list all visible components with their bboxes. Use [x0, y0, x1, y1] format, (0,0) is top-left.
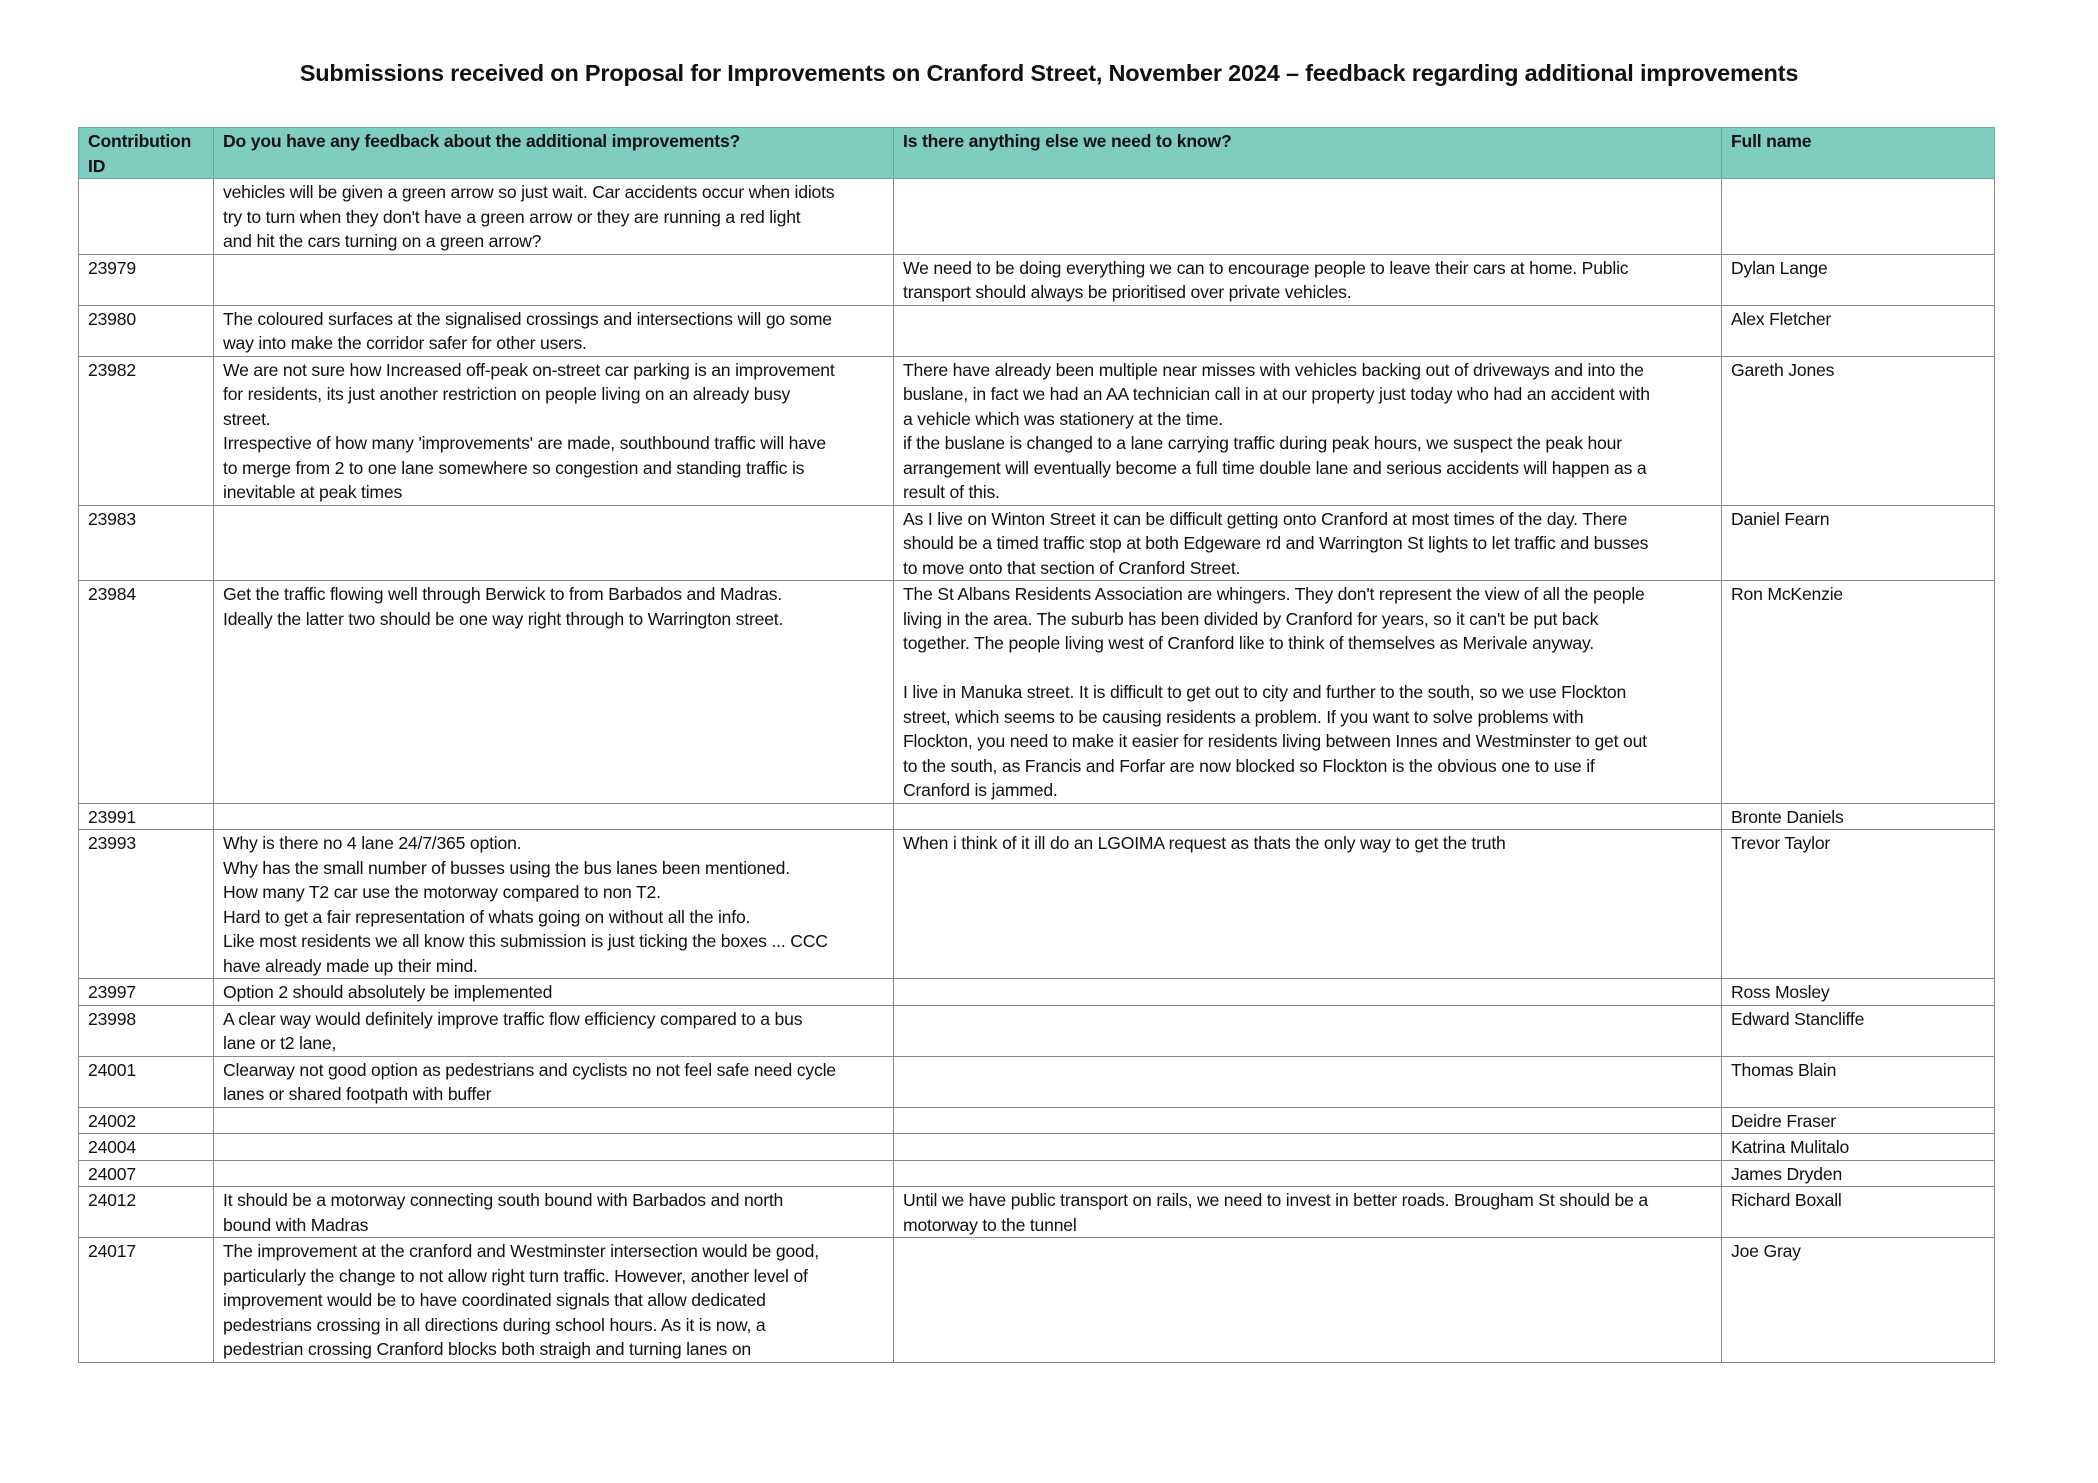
anything-else-cell: [894, 1238, 1722, 1363]
full-name-cell: Thomas Blain: [1722, 1056, 1995, 1107]
contribution-id-cell: 24001: [79, 1056, 214, 1107]
full-name-cell: Daniel Fearn: [1722, 505, 1995, 581]
table-row: [79, 1107, 1995, 1134]
feedback-cell: Why is there no 4 lane 24/7/365 option. Why has the small number of busses using the bus lanes been mentioned. How many T2 car use the motorway compared to non T2. Hard to get a fair representation of whats going on without all the info. Like most residents we all know this submission is just ticking the boxes ... CCC have already made up their mind.: [214, 830, 894, 979]
anything-else-cell: [894, 179, 1722, 255]
full-name-cell: Gareth Jones: [1722, 356, 1995, 505]
full-name-cell: [1722, 179, 1995, 255]
contribution-id-cell: 24017: [79, 1238, 214, 1363]
contribution-id-cell: 24012: [79, 1187, 214, 1238]
contribution-id-cell: 23984: [79, 581, 214, 804]
contribution-id-cell: 23997: [79, 979, 214, 1006]
anything-else-cell: [894, 979, 1722, 1006]
full-name-cell: Edward Stancliffe: [1722, 1005, 1995, 1056]
contribution-id-cell: 23979: [79, 254, 214, 305]
feedback-cell: A clear way would definitely improve traffic flow efficiency compared to a bus lane or t2 lane,: [214, 1005, 894, 1056]
table-row: [79, 505, 1995, 581]
header-feedback: Do you have any feedback about the additional improvements?: [214, 128, 894, 179]
table-header: [79, 128, 1995, 179]
table-row: [79, 1005, 1995, 1056]
full-name-cell: James Dryden: [1722, 1160, 1995, 1187]
full-name-cell: Richard Boxall: [1722, 1187, 1995, 1238]
table-row: [79, 1238, 1995, 1363]
table-row: [79, 1187, 1995, 1238]
anything-else-cell: [894, 1134, 1722, 1161]
table-row: [79, 356, 1995, 505]
full-name-cell: Trevor Taylor: [1722, 830, 1995, 979]
full-name-cell: Alex Fletcher: [1722, 305, 1995, 356]
header-contribution-id: Contribution ID: [79, 128, 214, 179]
table-row: [79, 179, 1995, 255]
feedback-cell: [214, 1107, 894, 1134]
full-name-cell: Katrina Mulitalo: [1722, 1134, 1995, 1161]
full-name-cell: Dylan Lange: [1722, 254, 1995, 305]
contribution-id-cell: [79, 179, 214, 255]
contribution-id-cell: 23993: [79, 830, 214, 979]
feedback-cell: [214, 254, 894, 305]
table-row: [79, 1160, 1995, 1187]
header-full-name: Full name: [1722, 128, 1995, 179]
table-row: [79, 581, 1995, 804]
contribution-id-cell: 23982: [79, 356, 214, 505]
full-name-cell: Ron McKenzie: [1722, 581, 1995, 804]
feedback-cell: [214, 1160, 894, 1187]
anything-else-cell: We need to be doing everything we can to encourage people to leave their cars at home. Public transport should always be prioritised over private vehicles.: [894, 254, 1722, 305]
anything-else-cell: Until we have public transport on rails, we need to invest in better roads. Brougham St should be a motorway to the tunnel: [894, 1187, 1722, 1238]
anything-else-cell: [894, 305, 1722, 356]
page-title: Submissions received on Proposal for Improvements on Cranford Street, November 2024 – feedback regarding additional improvements: [299, 60, 1799, 86]
anything-else-cell: The St Albans Residents Association are whingers. They don't represent the view of all the people living in the area. The suburb has been divided by Cranford for years, so it can't be put back together. The people living west of Cranford like to think of themselves as Merivale anyway. I live in Manuka street. It is difficult to get out to city and further to the south, so we use Flockton street, which seems to be causing residents a problem. If you want to solve problems with Flockton, you need to make it easier for residents living between Innes and Westminster to get out to the south, as Francis and Forfar are now blocked so Flockton is the obvious one to use if Cranford is jammed.: [894, 581, 1722, 804]
contribution-id-cell: 23998: [79, 1005, 214, 1056]
contribution-id-cell: 23991: [79, 803, 214, 830]
full-name-cell: Deidre Fraser: [1722, 1107, 1995, 1134]
anything-else-cell: When i think of it ill do an LGOIMA request as thats the only way to get the truth: [894, 830, 1722, 979]
header-anything-else: Is there anything else we need to know?: [894, 128, 1722, 179]
feedback-cell: [214, 1134, 894, 1161]
feedback-cell: Clearway not good option as pedestrians and cyclists no not feel safe need cycle lanes or shared footpath with buffer: [214, 1056, 894, 1107]
feedback-cell: The coloured surfaces at the signalised crossings and intersections will go some way into make the corridor safer for other users.: [214, 305, 894, 356]
feedback-cell: We are not sure how Increased off-peak on-street car parking is an improvement for residents, its just another restriction on people living on an already busy street. Irrespective of how many 'improvements' are made, southbound traffic will have to merge from 2 to one lane somewhere so congestion and standing traffic is inevitable at peak times: [214, 356, 894, 505]
feedback-cell: [214, 803, 894, 830]
table-row: [79, 803, 1995, 830]
submissions-table: [78, 127, 1995, 1363]
feedback-cell: The improvement at the cranford and Westminster intersection would be good, particularly the change to not allow right turn traffic. However, another level of improvement would be to have coordinated signals that allow dedicated pedestrians crossing in all directions during school hours. As it is now, a pedestrian crossing Cranford blocks both straigh and turning lanes on: [214, 1238, 894, 1363]
anything-else-cell: [894, 803, 1722, 830]
anything-else-cell: As I live on Winton Street it can be difficult getting onto Cranford at most times of the day. There should be a timed traffic stop at both Edgeware rd and Warrington St lights to let traffic and busses to move onto that section of Cranford Street.: [894, 505, 1722, 581]
table-row: [79, 254, 1995, 305]
header-row: [79, 128, 1995, 179]
anything-else-cell: There have already been multiple near misses with vehicles backing out of driveways and into the buslane, in fact we had an AA technician call in at our property just today who had an accident with a vehicle which was stationery at the time. if the buslane is changed to a lane carrying traffic during peak hours, we suspect the peak hour arrangement will eventually become a full time double lane and serious accidents will happen as a result of this.: [894, 356, 1722, 505]
full-name-cell: Joe Gray: [1722, 1238, 1995, 1363]
table-row: [79, 1056, 1995, 1107]
contribution-id-cell: 23980: [79, 305, 214, 356]
contribution-id-cell: 24002: [79, 1107, 214, 1134]
table-row: [79, 979, 1995, 1006]
table-row: [79, 305, 1995, 356]
full-name-cell: Ross Mosley: [1722, 979, 1995, 1006]
feedback-cell: Option 2 should absolutely be implemented: [214, 979, 894, 1006]
feedback-cell: vehicles will be given a green arrow so just wait. Car accidents occur when idiots try to turn when they don't have a green arrow or they are running a red light and hit the cars turning on a green arrow?: [214, 179, 894, 255]
anything-else-cell: [894, 1160, 1722, 1187]
feedback-cell: It should be a motorway connecting south bound with Barbados and north bound with Madras: [214, 1187, 894, 1238]
table-body: [79, 179, 1995, 1363]
contribution-id-cell: 23983: [79, 505, 214, 581]
anything-else-cell: [894, 1107, 1722, 1134]
feedback-cell: Get the traffic flowing well through Berwick to from Barbados and Madras. Ideally the latter two should be one way right through to Warrington street.: [214, 581, 894, 804]
full-name-cell: Bronte Daniels: [1722, 803, 1995, 830]
anything-else-cell: [894, 1005, 1722, 1056]
contribution-id-cell: 24004: [79, 1134, 214, 1161]
table-row: [79, 830, 1995, 979]
anything-else-cell: [894, 1056, 1722, 1107]
feedback-cell: [214, 505, 894, 581]
table-row: [79, 1134, 1995, 1161]
contribution-id-cell: 24007: [79, 1160, 214, 1187]
